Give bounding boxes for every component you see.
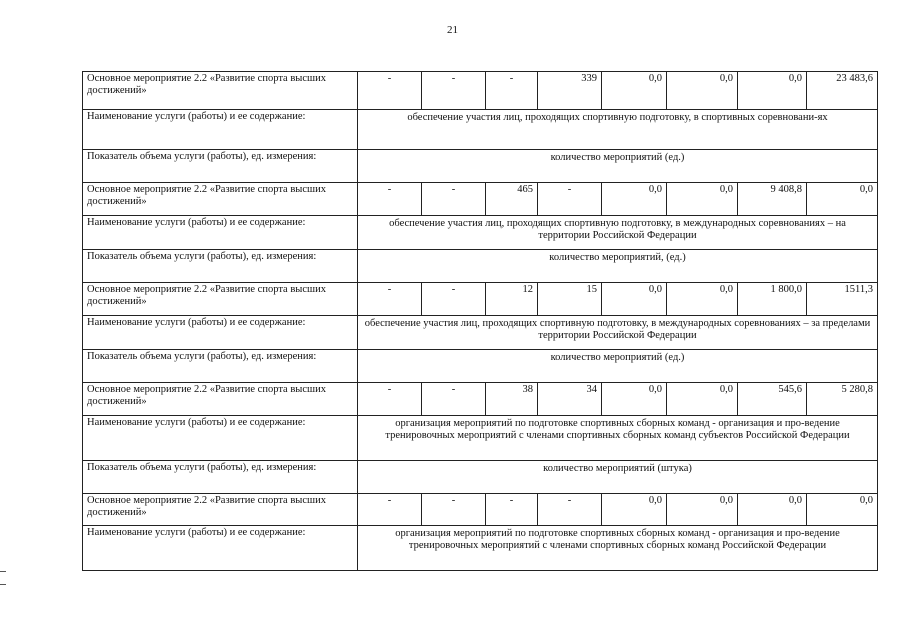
value-cell: - <box>486 494 538 526</box>
service-row <box>83 216 878 250</box>
value-cell: - <box>486 72 538 110</box>
page-number: 21 <box>447 24 458 36</box>
services-table <box>82 71 878 571</box>
event-row <box>83 72 878 110</box>
service-description: обеспечение участия лиц, проходящих спортивную подготовку, в спортивных соревновани-ях <box>358 110 878 150</box>
value-cell: 38 <box>486 383 538 416</box>
value-cell: 15 <box>538 283 602 316</box>
indicator-row <box>83 250 878 283</box>
row-label: Наименование услуги (работы) и ее содержание: <box>83 526 358 571</box>
value-cell: - <box>538 183 602 216</box>
row-label: Показатель объема услуги (работы), ед. измерения: <box>83 150 358 183</box>
indicator-unit: количество мероприятий (штука) <box>358 461 878 494</box>
service-row <box>83 526 878 571</box>
value-cell: 0,0 <box>667 183 738 216</box>
event-row <box>83 183 878 216</box>
value-cell: 12 <box>486 283 538 316</box>
event-row <box>83 494 878 526</box>
value-cell: 1 800,0 <box>738 283 807 316</box>
edge-mark <box>0 571 6 572</box>
value-cell: 0,0 <box>602 383 667 416</box>
value-cell: - <box>358 494 422 526</box>
value-cell: - <box>538 494 602 526</box>
value-cell: 465 <box>486 183 538 216</box>
service-description: организация мероприятий по подготовке спортивных сборных команд - организация и про-ведение тренировочных мероприятий с членами спортивных сборных команд субъектов Российской Федерации <box>358 416 878 461</box>
value-cell: 23 483,6 <box>807 72 878 110</box>
indicator-row <box>83 461 878 494</box>
value-cell: 0,0 <box>667 383 738 416</box>
row-label: Показатель объема услуги (работы), ед. измерения: <box>83 350 358 383</box>
row-label: Наименование услуги (работы) и ее содержание: <box>83 110 358 150</box>
value-cell: - <box>422 183 486 216</box>
value-cell: 9 408,8 <box>738 183 807 216</box>
value-cell: 5 280,8 <box>807 383 878 416</box>
row-label: Основное мероприятие 2.2 «Развитие спорта высших достижений» <box>83 383 358 416</box>
value-cell: 0,0 <box>667 283 738 316</box>
service-row <box>83 316 878 350</box>
indicator-unit: количество мероприятий (ед.) <box>358 150 878 183</box>
value-cell: 0,0 <box>667 72 738 110</box>
row-label: Наименование услуги (работы) и ее содержание: <box>83 416 358 461</box>
event-row <box>83 283 878 316</box>
row-label: Наименование услуги (работы) и ее содержание: <box>83 216 358 250</box>
value-cell: 34 <box>538 383 602 416</box>
value-cell: - <box>422 383 486 416</box>
value-cell: - <box>358 72 422 110</box>
value-cell: 0,0 <box>602 72 667 110</box>
value-cell: 0,0 <box>738 494 807 526</box>
indicator-unit: количество мероприятий, (ед.) <box>358 250 878 283</box>
value-cell: 1511,3 <box>807 283 878 316</box>
service-description: обеспечение участия лиц, проходящих спортивную подготовку, в международных соревнованиях – за пределами территории Российской Федерации <box>358 316 878 350</box>
service-description: организация мероприятий по подготовке спортивных сборных команд - организация и про-ведение тренировочных мероприятий с членами спортивных сборных команд Российской Федерации <box>358 526 878 571</box>
value-cell: 0,0 <box>602 494 667 526</box>
value-cell: 0,0 <box>602 183 667 216</box>
value-cell: - <box>358 183 422 216</box>
value-cell: - <box>422 494 486 526</box>
event-row <box>83 383 878 416</box>
row-label: Показатель объема услуги (работы), ед. измерения: <box>83 250 358 283</box>
value-cell: - <box>358 383 422 416</box>
value-cell: - <box>422 283 486 316</box>
value-cell: - <box>422 72 486 110</box>
row-label: Наименование услуги (работы) и ее содержание: <box>83 316 358 350</box>
value-cell: 339 <box>538 72 602 110</box>
service-description: обеспечение участия лиц, проходящих спортивную подготовку, в международных соревнованиях – на территории Российской Федерации <box>358 216 878 250</box>
value-cell: 0,0 <box>602 283 667 316</box>
value-cell: 0,0 <box>807 494 878 526</box>
value-cell: - <box>358 283 422 316</box>
row-label: Показатель объема услуги (работы), ед. измерения: <box>83 461 358 494</box>
value-cell: 545,6 <box>738 383 807 416</box>
row-label: Основное мероприятие 2.2 «Развитие спорта высших достижений» <box>83 183 358 216</box>
table-body <box>83 72 878 571</box>
indicator-row <box>83 150 878 183</box>
indicator-row <box>83 350 878 383</box>
indicator-unit: количество мероприятий (ед.) <box>358 350 878 383</box>
row-label: Основное мероприятие 2.2 «Развитие спорта высших достижений» <box>83 494 358 526</box>
value-cell: 0,0 <box>807 183 878 216</box>
service-row <box>83 110 878 150</box>
row-label: Основное мероприятие 2.2 «Развитие спорта высших достижений» <box>83 72 358 110</box>
service-row <box>83 416 878 461</box>
value-cell: 0,0 <box>667 494 738 526</box>
row-label: Основное мероприятие 2.2 «Развитие спорта высших достижений» <box>83 283 358 316</box>
edge-mark <box>0 584 6 585</box>
value-cell: 0,0 <box>738 72 807 110</box>
